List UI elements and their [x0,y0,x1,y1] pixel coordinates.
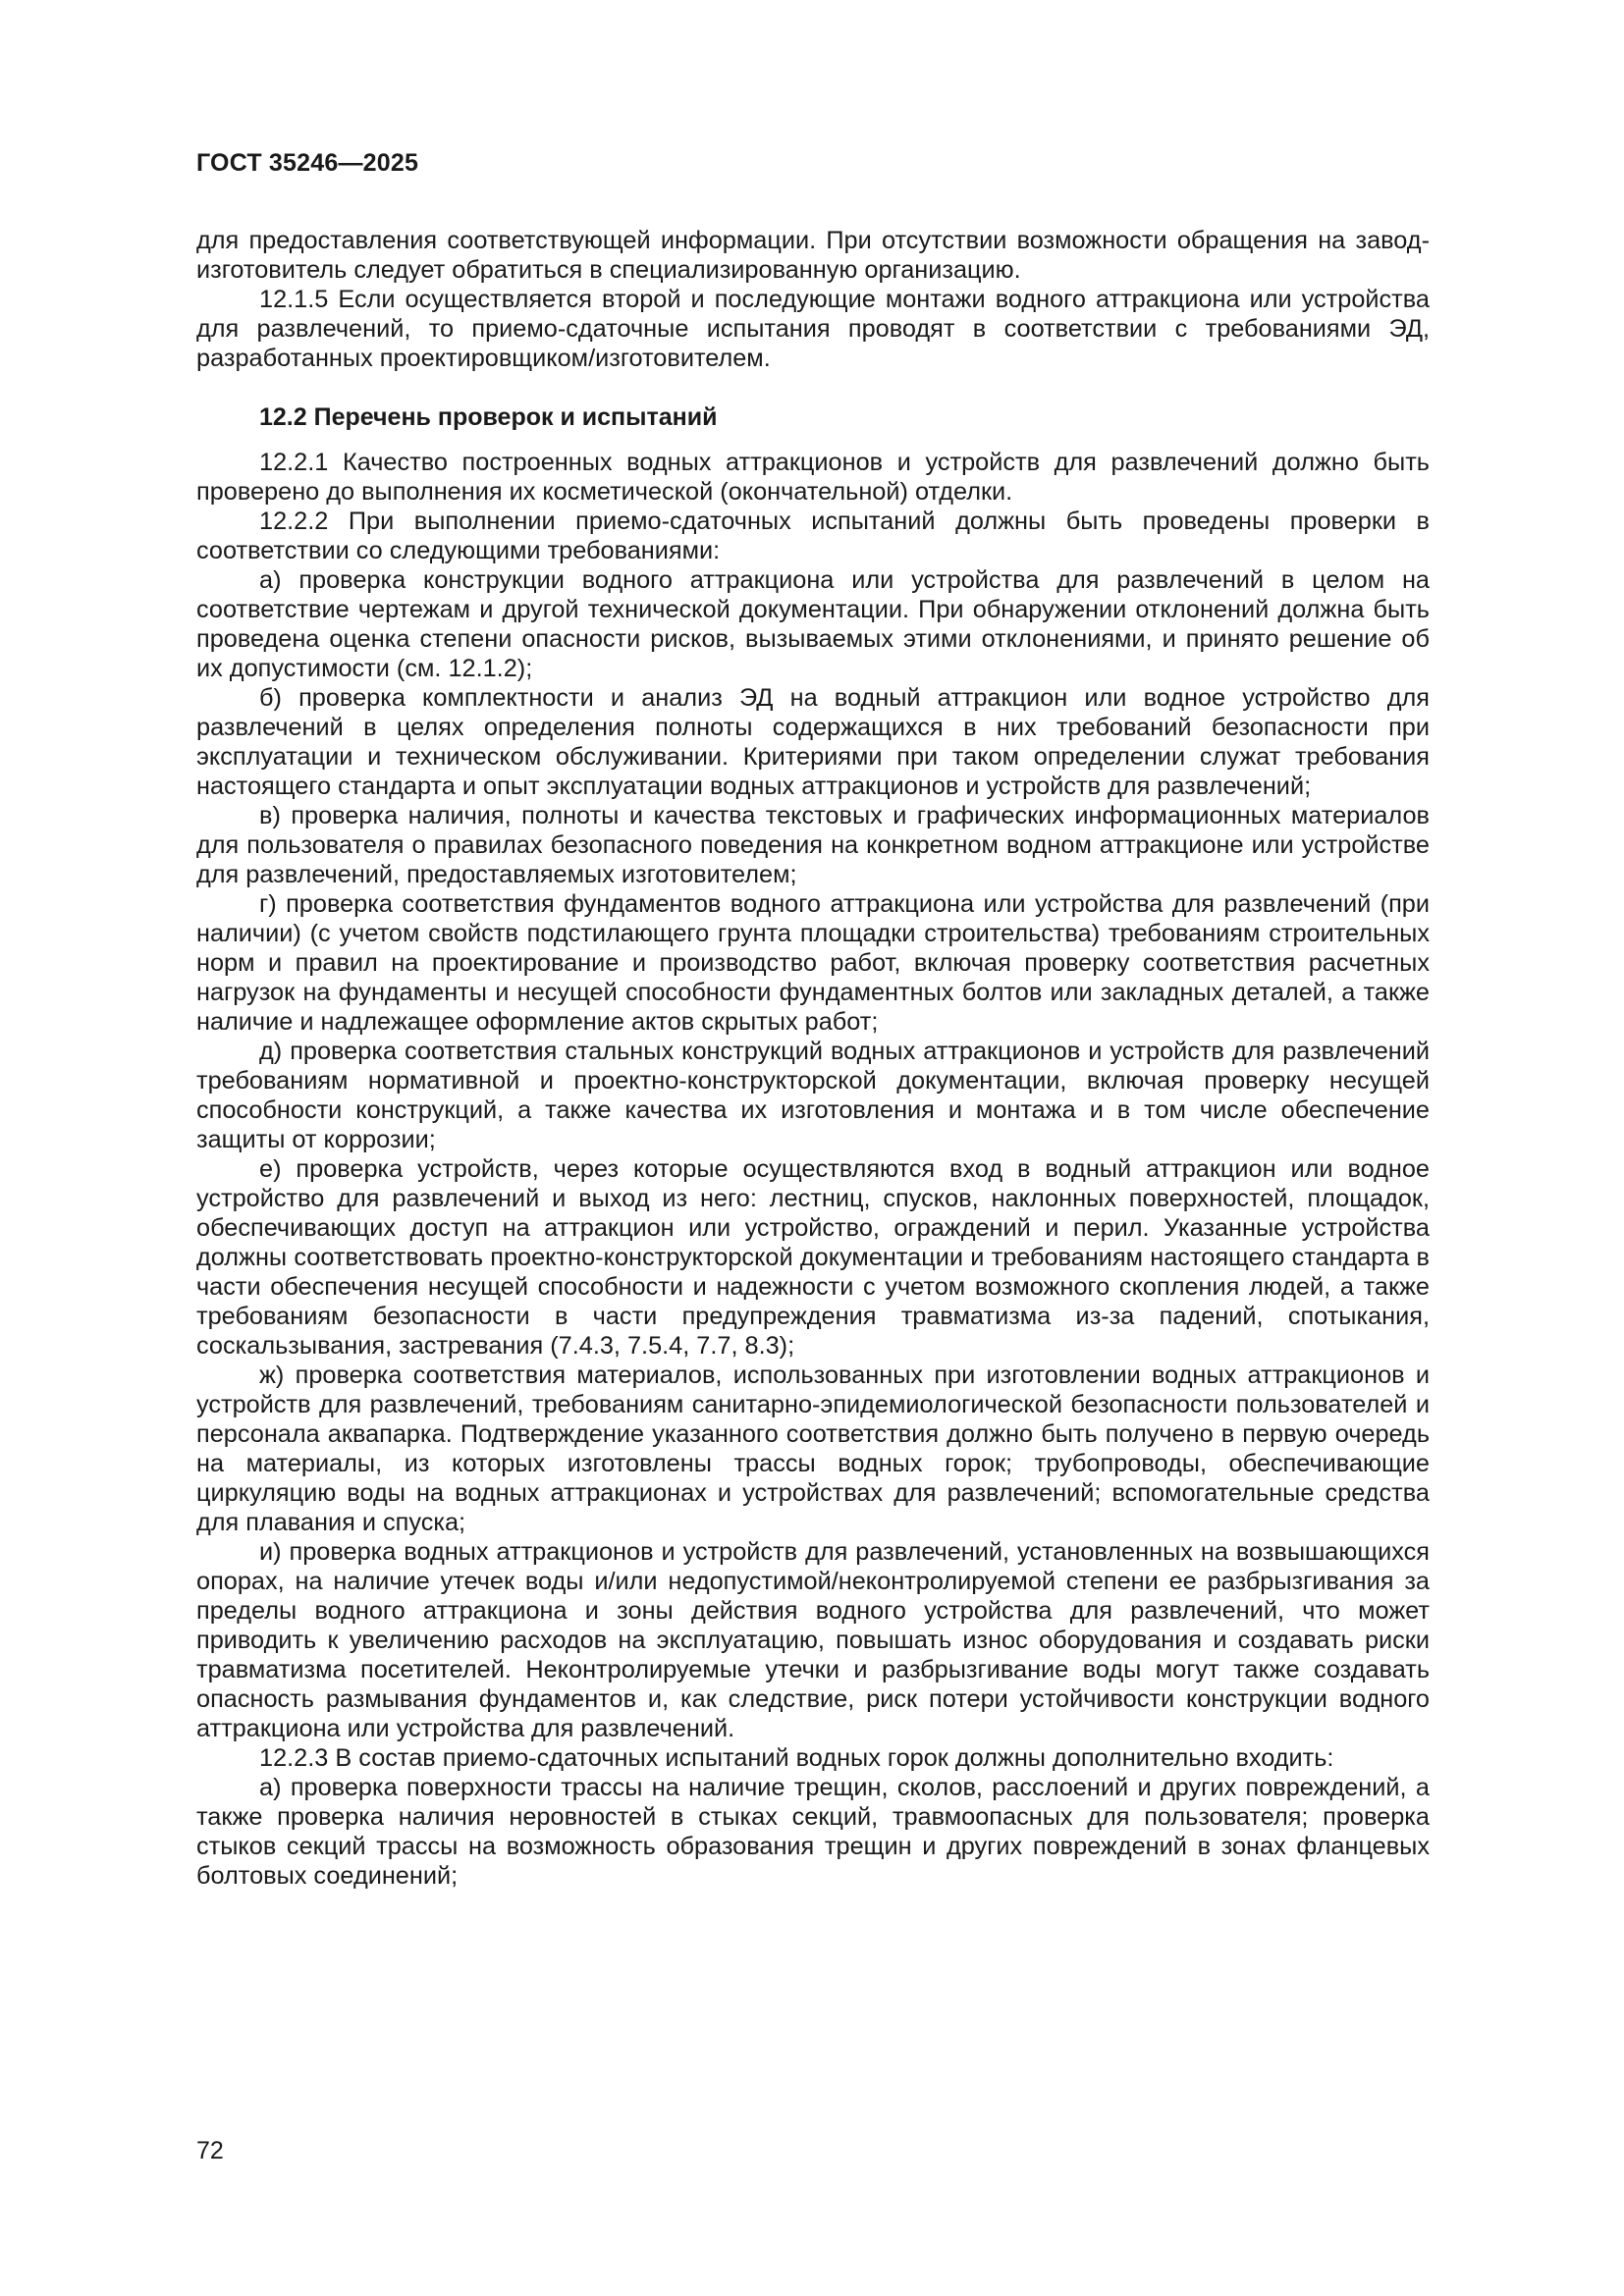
list-item-i: и) проверка водных аттракционов и устройств для развлечений, установленных на возвышающихся опорах, на наличие утечек воды и/или недопустимой/неконтролируемой степени ее разбрызгивания за пределы водного аттракциона и зоны действия водного устройства для развлечений, что может приводить к увеличению расходов на эксплуатацию, повышать износ оборудования и создавать риски травматизма посетителей. Неконтролируемые утечки и разбрызгивание воды могут также создавать опасность размывания фундаментов и, как следствие, риск потери устойчивости конструкции водного аттракциона или устройства для развлечений. [196,1538,1430,1742]
list-item-b: б) проверка комплектности и анализ ЭД на водный аттракцион или водное устройство для развлечений в целях определения полноты содержащихся в них требований безопасности при эксплуатации и техническом обслуживании. Критериями при таком определении служат требования настоящего стандарта и опыт эксплуатации водных аттракционов и устройств для развлечений; [196,684,1430,800]
list-item-a: а) проверка конструкции водного аттракциона или устройства для развлечений в целом на соответствие чертежам и другой технической документации. При обнаружении отклонений должна быть проведена оценка степени опасности рисков, вызываемых этими отклонениями, и принято решение об их допустимости (см. 12.1.2); [196,566,1430,682]
paragraph-12-2-2: 12.2.2 При выполнении приемо-сдаточных испытаний должны быть проведены проверки в соответствии со следующими требованиями: [196,507,1430,564]
list-item-g: г) проверка соответствия фундаментов водного аттракциона или устройства для развлечений (при наличии) (с учетом свойств подстилающего грунта площадки строительства) требованиям строительных норм и правил на проектирование и производство работ, включая проверку соответствия расчетных нагрузок на фундаменты и несущей способности фундаментных болтов или закладных деталей, а также наличие и надлежащее оформление актов скрытых работ; [196,890,1430,1036]
paragraph-12-1-5: 12.1.5 Если осуществляется второй и последующие монтажи водного аттракциона или устройства для развлечений, то приемо-сдаточные испытания проводят в соответствии с требованиями ЭД, разработанных проектировщиком/изготовителем. [196,286,1430,372]
paragraph-12-2-3: 12.2.3 В состав приемо-сдаточных испытаний водных горок должны дополнительно входить: [259,1744,1334,1772]
document-header: ГОСТ 35246—2025 [196,149,419,177]
list-item-zh: ж) проверка соответствия материалов, использованных при изготовлении водных аттракционов и устройств для развлечений, требованиям санитарно-эпидемиологической безопасности пользователей и персонала аквапарка. Подтверждение указанного соответствия должно быть получено в первую очередь на материалы, из которых изготовлены трассы водных горок; трубопроводы, обеспечивающие циркуляцию воды на водных аттракционах и устройствах для развлечений; вспомогательные средства для плавания и спуска; [196,1362,1430,1536]
page-number: 72 [196,2137,224,2164]
document-body [196,226,1430,1891]
section-title-12-2: 12.2 Перечень проверок и испытаний [259,403,718,431]
paragraph-continuation: для предоставления соответствующей информации. При отсутствии возможности обращения на завод-изготовитель следует обратиться в специализированную организацию. [196,227,1430,284]
list-item-a-2: а) проверка поверхности трассы на наличие трещин, сколов, расслоений и других повреждений, а также проверка наличия неровностей в стыках секций, травмоопасных для пользователя; проверка стыков секций трассы на возможность образования трещин и других повреждений в зонах фланцевых болтовых соединений; [196,1774,1430,1890]
list-item-v: в) проверка наличия, полноты и качества текстовых и графических информационных материалов для пользователя о правилах безопасного поведения на конкретном водном аттракционе или устройстве для развлечений, предоставляемых изготовителем; [196,802,1430,888]
list-item-e: е) проверка устройств, через которые осуществляются вход в водный аттракцион или водное устройство для развлечений и выход из него: лестниц, спусков, наклонных поверхностей, площадок, обеспечивающих доступ на аттракцион или устройство, ограждений и перил. Указанные устройства должны соответствовать проектно-конструкторской документации и требованиям настоящего стандарта в части обеспечения несущей способности и надежности с учетом возможного скопления людей, а также требованиям безопасности в части предупреждения травматизма из-за падений, спотыкания, соскальзывания, застревания (7.4.3, 7.5.4, 7.7, 8.3); [196,1155,1430,1360]
paragraph-12-2-1: 12.2.1 Качество построенных водных аттракционов и устройств для развлечений должно быть проверено до выполнения их косметической (окончательной) отделки. [196,449,1430,506]
list-item-d: д) проверка соответствия стальных конструкций водных аттракционов и устройств для развлечений требованиям нормативной и проектно-конструкторской документации, включая проверку несущей способности конструкций, а также качества их изготовления и монтажа и в том числе обеспечение защиты от коррозии; [196,1038,1430,1153]
